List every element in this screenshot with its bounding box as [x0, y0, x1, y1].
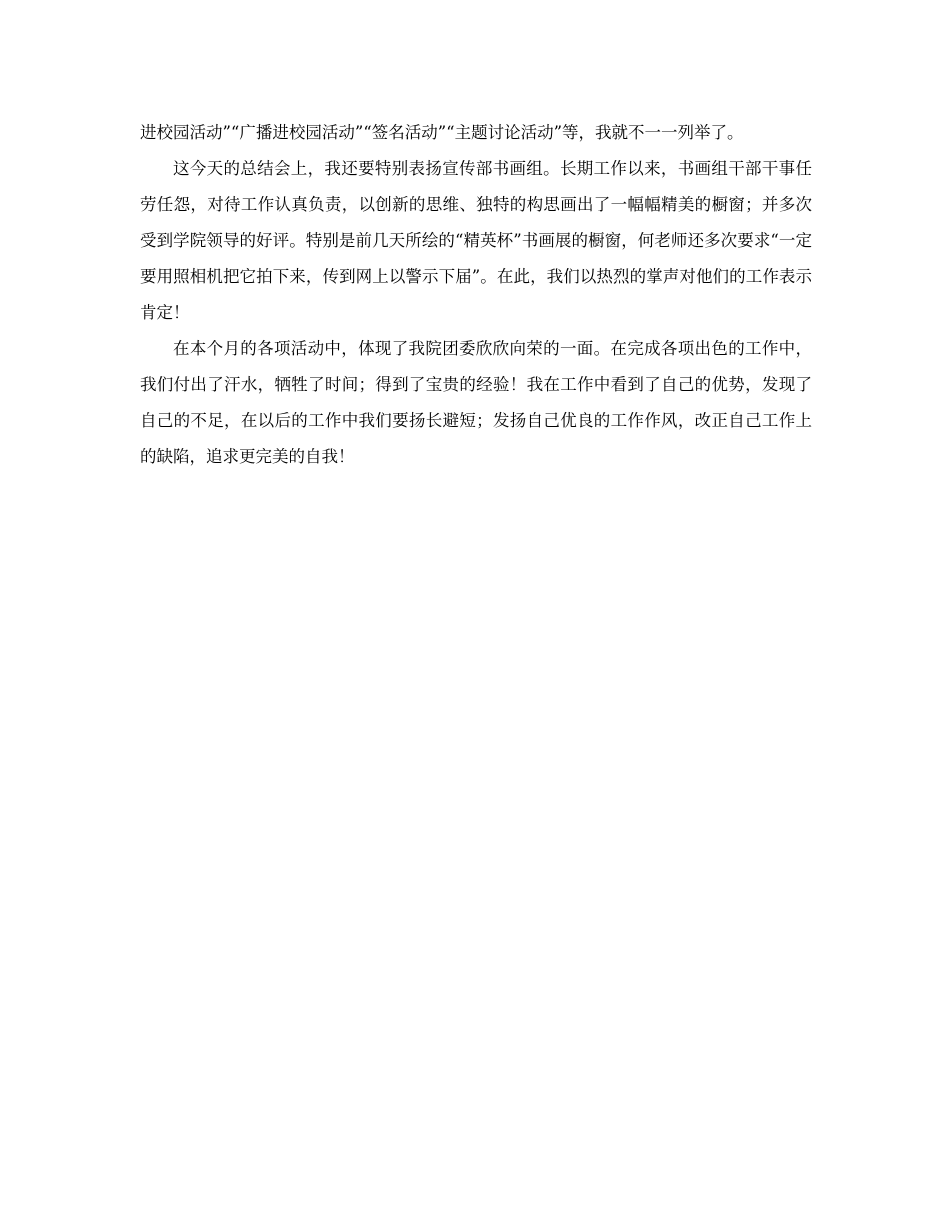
- document-body: [140, 115, 812, 475]
- paragraph-1: 进校园活动”“广播进校园活动”“签名活动”“主题讨论活动”等，我就不一一列举了。: [140, 123, 744, 142]
- paragraph-3: 在本个月的各项活动中，体现了我院团委欣欣向荣的一面。在完成各项出色的工作中，我们付出了汗水，牺牲了时间；得到了宝贵的经验！我在工作中看到了自己的优势，发现了自己的不足，在以后的工作中我们要扬长避短；发扬自己优良的工作作风，改正自己工作上的缺陷，追求更完美的自我！: [140, 339, 812, 466]
- paragraph-2: 这今天的总结会上，我还要特别表扬宣传部书画组。长期工作以来，书画组干部干事任劳任怨，对待工作认真负责，以创新的思维、独特的构思画出了一幅幅精美的橱窗；并多次受到学院领导的好评。特别是前几天所绘的“精英杯”书画展的橱窗，何老师还多次要求“一定要用照相机把它拍下来，传到网上以警示下届”。在此，我们以热烈的掌声对他们的工作表示肯定！: [140, 159, 812, 322]
